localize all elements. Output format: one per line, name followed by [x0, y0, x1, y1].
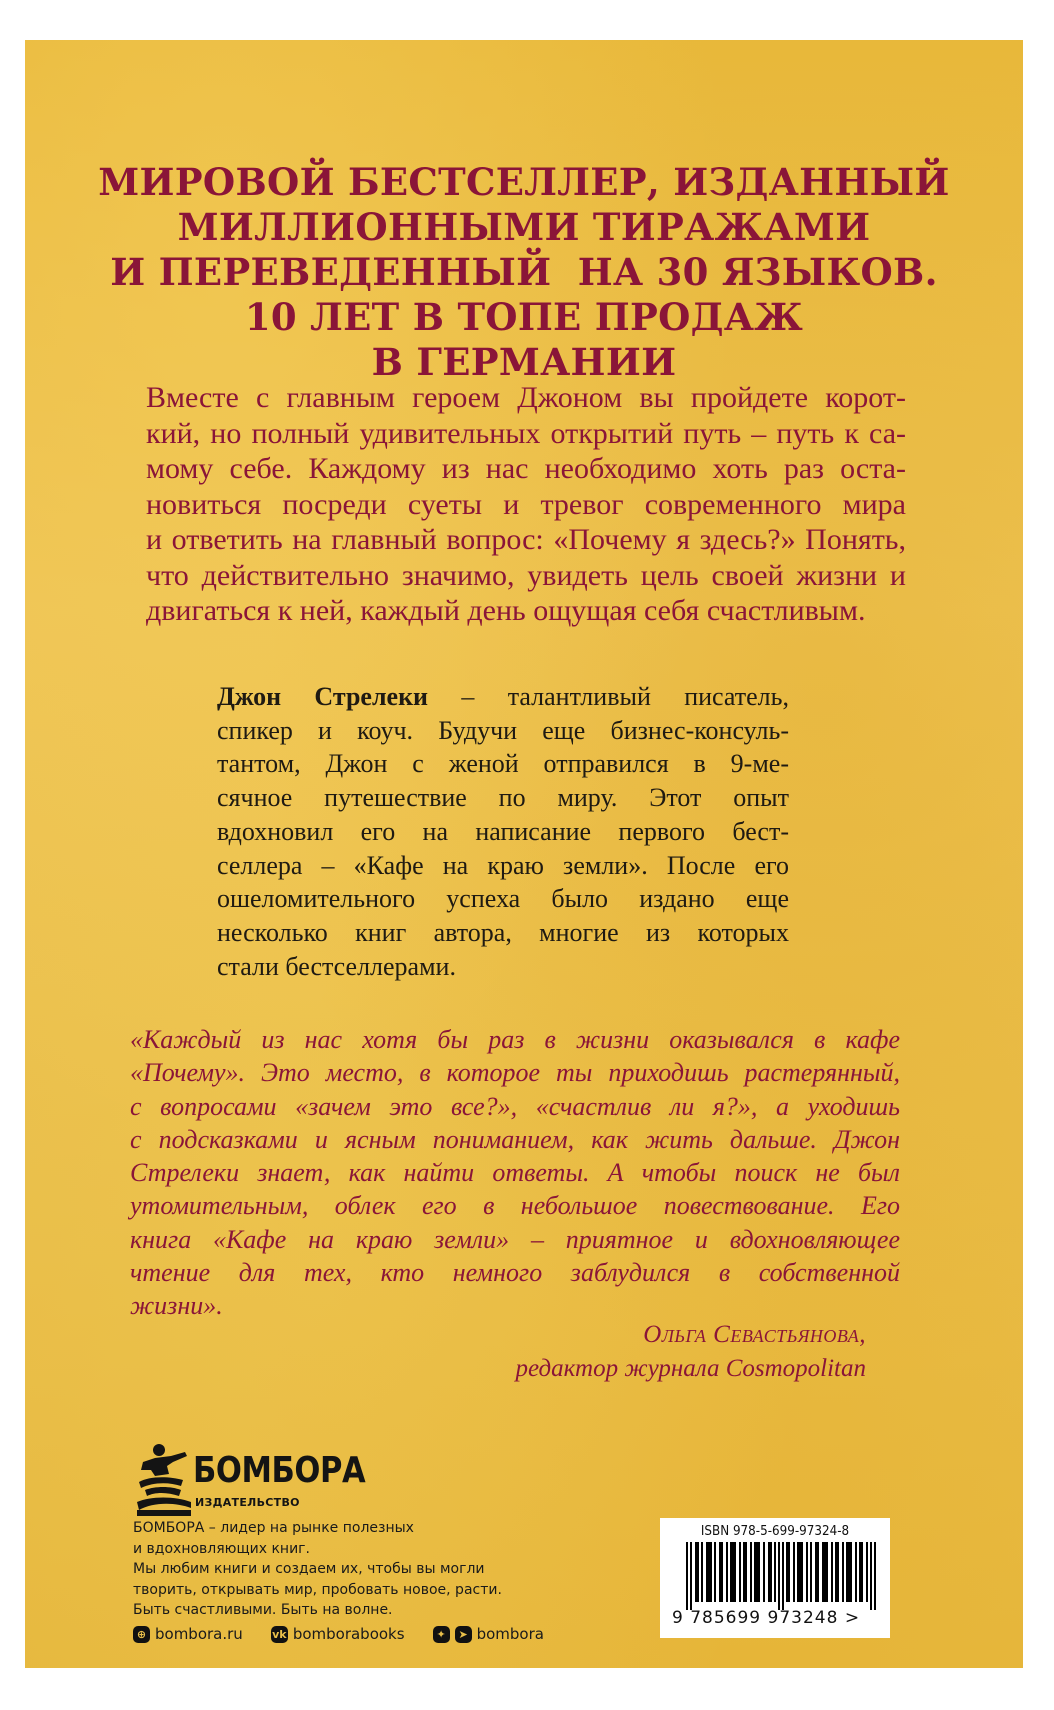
review-quote: [130, 1023, 900, 1323]
intro-line: кий, но полный удивительных открытий путь – путь к са-: [146, 416, 906, 450]
globe-icon: ⊕: [133, 1626, 150, 1643]
author-name: Джон Стрелеки: [217, 682, 429, 711]
author-bio-line: вдохновил его на написание первого бест-: [217, 816, 789, 846]
author-bio-line: [217, 680, 789, 714]
author-bio-line: тантом, Джон с женой отправился в 9-ме-: [217, 749, 789, 779]
publisher-logo: [135, 1442, 366, 1518]
attribution-name: Ольга Севастьянова,: [643, 1321, 866, 1348]
social-label: bombora: [476, 1625, 544, 1643]
quote-line: «Почему». Это место, в которое ты приходишь растерянный,: [130, 1058, 900, 1088]
isbn-label: ISBN 978-5-699-97324-8: [700, 1524, 850, 1539]
intro-paragraph: [146, 380, 906, 629]
publisher-line: БОМБОРА – лидер на рынке полезных: [133, 1520, 414, 1536]
ean-digits: 9 785699 973248 >: [672, 1608, 861, 1628]
headline-line: И ПЕРЕВЕДЕННЫЙ НА 30 ЯЗЫКОВ.: [110, 250, 938, 294]
intro-line: Вместе с главным героем Джоном вы пройдете корот-: [146, 381, 906, 414]
social-label: bombora.ru: [155, 1625, 243, 1643]
intro-line: и ответить на главный вопрос: «Почему я здесь?» Понять,: [146, 523, 906, 556]
headline-line: МИЛЛИОННЫМИ ТИРАЖАМИ: [177, 205, 871, 249]
publisher-line: творить, открывать мир, пробовать новое, расти.: [133, 1581, 502, 1598]
book-back-cover: [25, 40, 1023, 1668]
barcode-icon: [686, 1542, 876, 1610]
intro-line: двигаться к ней, каждый день ощущая себя счастливым.: [146, 594, 866, 627]
publisher-subtitle: ИЗДАТЕЛЬСТВО: [195, 1496, 300, 1509]
quote-line: с подсказками и ясным пониманием, как жить дальше. Джон: [130, 1124, 900, 1154]
telegram-icon: ➤: [455, 1626, 472, 1643]
quote-line: книга «Кафе на краю земли» – приятное и вдохновляющее: [130, 1224, 900, 1254]
author-bio-line: несколько книг автора, многие из которых: [217, 917, 789, 947]
quote-line: утомительным, облек его в небольшое повествование. Его: [130, 1191, 900, 1221]
publisher-line: Быть счастливыми. Быть на волне.: [133, 1602, 393, 1618]
publisher-name: БОМБОРА: [193, 1450, 366, 1491]
quote-line: чтение для тех, кто немного заблудился в собственной: [130, 1258, 900, 1288]
dzen-icon: ✦: [433, 1626, 450, 1643]
headline-line: 10 ЛЕТ В ТОПЕ ПРОДАЖ: [244, 295, 804, 339]
quote-line: Стрелеки знает, как найти ответы. А чтобы поиск не был: [130, 1158, 900, 1188]
quote-line: жизни».: [130, 1291, 223, 1321]
author-bio-line: ошеломительного успеха было издано еще: [217, 884, 789, 914]
social-link-vk[interactable]: [271, 1625, 405, 1643]
author-bio-line: спикер и коуч. Будучи еще бизнес-консуль-: [217, 715, 789, 745]
headline-line: МИРОВОЙ БЕСТСЕЛЛЕР, ИЗДАННЫЙ: [98, 160, 950, 204]
intro-line: новиться посреди суеты и тревог современного мира: [146, 487, 906, 521]
headline-line: В ГЕРМАНИИ: [371, 340, 677, 384]
attribution-role: редактор журнала Cosmopolitan: [515, 1355, 866, 1382]
headline: [25, 160, 1023, 385]
publisher-line: Мы любим книги и создаем их, чтобы вы могли: [133, 1561, 485, 1577]
author-bio: [217, 680, 789, 983]
vk-icon: vk: [272, 1627, 287, 1641]
author-bio-line: селлера – «Кафе на краю земли». После его: [217, 850, 789, 880]
publisher-line: и вдохновляющих книг.: [133, 1540, 310, 1557]
quote-line: с вопросами «зачем это все?», «счастлив ли я?», а уходишь: [130, 1091, 900, 1121]
author-bio-line: сячное путешествие по миру. Этот опыт: [217, 783, 789, 813]
isbn-barcode: [660, 1518, 890, 1638]
intro-line: мому себе. Каждому из нас необходимо хоть раз оста-: [146, 452, 906, 485]
intro-line: что действительно значимо, увидеть цель своей жизни и: [146, 558, 906, 592]
social-link-dzen-telegram[interactable]: [433, 1625, 544, 1643]
author-bio-text: – талантливый писатель,: [428, 682, 789, 711]
social-link-website[interactable]: [133, 1625, 243, 1643]
social-links: [133, 1623, 544, 1645]
publisher-description: [133, 1518, 533, 1621]
social-label: bomborabooks: [292, 1625, 405, 1643]
quote-line: «Каждый из нас хотя бы раз в жизни оказывался в кафе: [130, 1025, 900, 1054]
author-bio-line: стали бестселлерами.: [217, 951, 456, 981]
surfer-on-books-icon: [135, 1442, 193, 1518]
quote-attribution: [516, 1318, 866, 1386]
